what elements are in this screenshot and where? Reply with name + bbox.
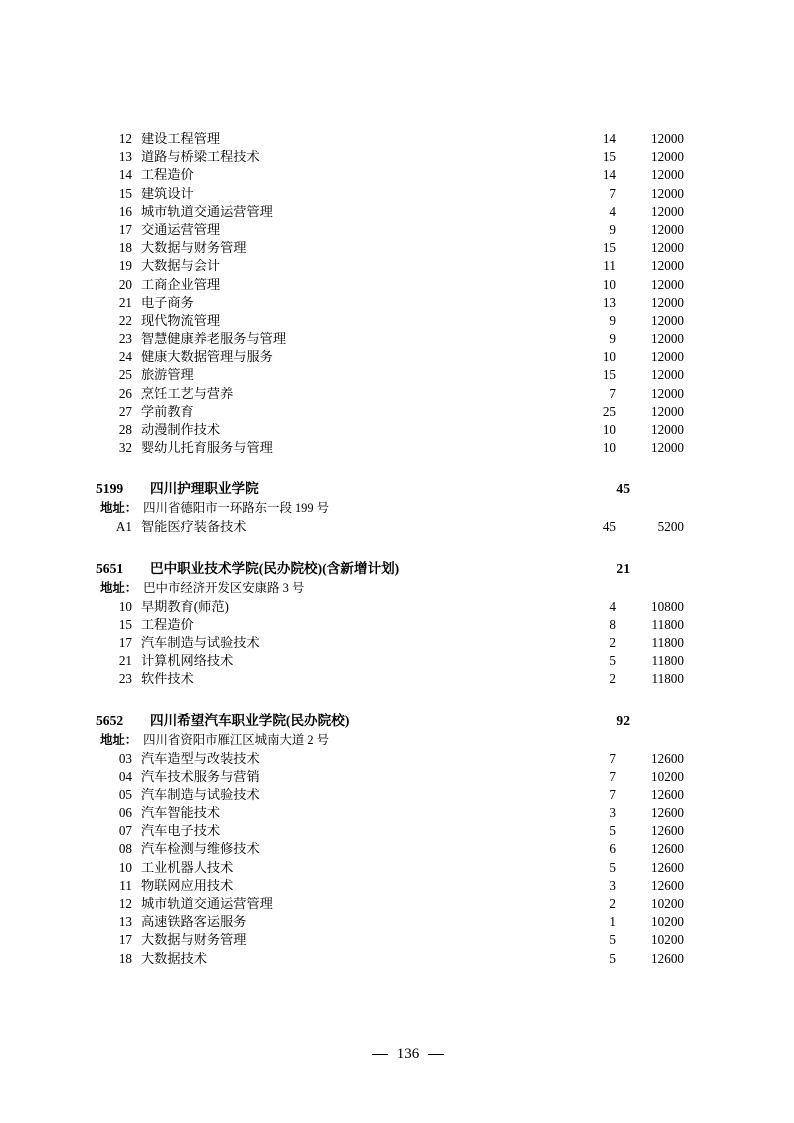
program-name: 汽车造型与改装技术 [141, 750, 260, 766]
program-tuition-fee: 12000 [651, 167, 684, 183]
school-address-text: 四川省资阳市雁江区城南大道 2 号 [143, 732, 330, 747]
program-code: 10 [118, 859, 132, 875]
program-code: 16 [118, 203, 132, 219]
program-plan-count: 5 [609, 823, 616, 839]
program-tuition-fee: 12000 [651, 185, 684, 201]
program-code: 27 [118, 403, 132, 419]
program-code: 28 [118, 422, 132, 437]
program-name: 大数据技术 [141, 950, 207, 966]
school-plan-total: 21 [616, 560, 630, 576]
program-tuition-fee: 12600 [651, 950, 684, 966]
school-name: 四川护理职业学院 [150, 481, 259, 497]
program-name: 城市轨道交通运营管理 [141, 203, 273, 219]
school-plan-total: 45 [616, 481, 630, 497]
program-row [96, 652, 698, 670]
program-tuition-fee: 12000 [651, 221, 684, 237]
program-row [96, 439, 698, 457]
program-name: 大数据与会计 [141, 258, 221, 274]
program-tuition-fee: 12000 [651, 422, 684, 437]
program-plan-count: 3 [609, 805, 616, 821]
school-plan-total: 92 [616, 712, 630, 728]
program-tuition-fee: 12000 [651, 331, 684, 347]
program-tuition-fee: 12600 [651, 805, 684, 821]
program-plan-count: 5 [609, 653, 616, 669]
program-plan-count: 1 [609, 914, 616, 930]
program-plan-count: 2 [609, 896, 616, 911]
program-tuition-fee: 12000 [651, 294, 684, 310]
program-code: 20 [118, 276, 132, 292]
program-tuition-fee: 12000 [651, 385, 684, 401]
continued-program-list [96, 130, 698, 457]
program-row [96, 312, 698, 330]
program-name: 道路与桥梁工程技术 [141, 149, 260, 165]
dash-right-icon [428, 1054, 444, 1055]
program-row [96, 148, 698, 166]
program-plan-count: 10 [602, 440, 616, 456]
program-plan-count: 15 [602, 240, 616, 256]
page-footer [0, 1042, 794, 1063]
program-code: 17 [118, 634, 132, 650]
program-row [96, 804, 698, 822]
school-section [96, 479, 698, 536]
program-code: 03 [118, 750, 132, 766]
program-row [96, 185, 698, 203]
program-plan-count: 25 [602, 403, 616, 419]
program-row [96, 895, 698, 913]
program-plan-count: 13 [602, 294, 616, 310]
program-row [96, 421, 698, 439]
program-row [96, 750, 698, 768]
program-name: 计算机网络技术 [141, 653, 234, 669]
program-plan-count: 14 [602, 131, 616, 146]
program-name: 城市轨道交通运营管理 [141, 896, 273, 911]
program-code: 23 [118, 671, 132, 687]
program-plan-count: 8 [609, 616, 616, 632]
program-name: 健康大数据管理与服务 [141, 349, 273, 365]
program-tuition-fee: 10200 [651, 914, 684, 930]
program-code: 04 [118, 768, 132, 784]
program-code: 24 [118, 349, 132, 365]
program-code: 17 [118, 932, 132, 948]
program-name: 汽车技术服务与营销 [141, 768, 260, 784]
program-code: 19 [118, 258, 132, 274]
program-plan-count: 4 [609, 598, 616, 614]
program-plan-count: 15 [602, 149, 616, 165]
school-address-label: 地址： [100, 732, 138, 747]
program-tuition-fee: 12000 [651, 258, 684, 274]
program-tuition-fee: 12600 [651, 823, 684, 839]
program-row [96, 931, 698, 949]
program-code: 22 [118, 312, 132, 328]
program-row [96, 166, 698, 184]
school-address [96, 731, 698, 750]
program-tuition-fee: 12600 [651, 841, 684, 857]
program-tuition-fee: 12000 [651, 367, 684, 383]
program-name: 高速铁路客运服务 [141, 914, 247, 930]
program-row [96, 366, 698, 384]
program-code: 32 [118, 440, 132, 456]
program-row [96, 239, 698, 257]
program-plan-count: 5 [609, 932, 616, 948]
program-name: 汽车检测与维修技术 [141, 841, 260, 857]
program-name: 工程造价 [141, 616, 194, 632]
program-plan-count: 7 [609, 786, 616, 802]
program-row [96, 276, 698, 294]
school-name: 巴中职业技术学院(民办院校)(含新增计划) [150, 560, 400, 576]
program-row [96, 294, 698, 312]
program-name: 电子商务 [141, 294, 194, 310]
program-tuition-fee: 10200 [651, 896, 684, 911]
program-row [96, 913, 698, 931]
school-header [96, 559, 698, 579]
program-name: 婴幼儿托育服务与管理 [141, 440, 273, 456]
program-code: 21 [118, 294, 132, 310]
program-name: 早期教育(师范) [141, 598, 229, 614]
program-code: 06 [118, 805, 132, 821]
school-sections [96, 479, 698, 967]
school-address-text: 巴中市经济开发区安康路 3 号 [143, 580, 305, 595]
program-plan-count: 6 [609, 841, 616, 857]
school-header [96, 479, 698, 499]
program-code: 08 [118, 841, 132, 857]
program-code: 17 [118, 221, 132, 237]
program-code: 26 [118, 385, 132, 401]
program-row [96, 634, 698, 652]
program-tuition-fee: 12000 [651, 203, 684, 219]
program-tuition-fee: 12000 [651, 131, 684, 146]
program-plan-count: 10 [602, 276, 616, 292]
program-code: 23 [118, 331, 132, 347]
program-plan-count: 10 [602, 422, 616, 437]
school-section [96, 559, 698, 689]
program-tuition-fee: 11800 [651, 616, 684, 632]
program-name: 汽车智能技术 [141, 805, 221, 821]
program-code: 05 [118, 786, 132, 802]
program-code: 13 [118, 914, 132, 930]
program-code: 21 [118, 653, 132, 669]
program-tuition-fee: 10200 [651, 768, 684, 784]
program-name: 汽车制造与试验技术 [141, 786, 260, 802]
program-name: 学前教育 [141, 403, 194, 419]
school-code: 5652 [96, 712, 124, 728]
program-code: A1 [115, 519, 132, 535]
program-tuition-fee: 12000 [651, 349, 684, 365]
program-code: 14 [118, 167, 132, 183]
program-plan-count: 5 [609, 859, 616, 875]
program-row [96, 877, 698, 895]
program-tuition-fee: 10200 [651, 932, 684, 948]
program-code: 25 [118, 367, 132, 383]
program-tuition-fee: 12000 [651, 312, 684, 328]
program-tuition-fee: 12000 [651, 403, 684, 419]
program-plan-count: 3 [609, 877, 616, 893]
program-row [96, 203, 698, 221]
program-name: 建筑设计 [141, 185, 194, 201]
program-plan-count: 7 [609, 768, 616, 784]
program-code: 15 [118, 185, 132, 201]
school-address [96, 579, 698, 598]
program-row [96, 598, 698, 616]
program-name: 大数据与财务管理 [141, 240, 247, 256]
program-name: 建设工程管理 [141, 131, 221, 146]
program-plan-count: 7 [609, 385, 616, 401]
program-name: 旅游管理 [141, 367, 194, 383]
program-code: 12 [118, 896, 132, 911]
program-row [96, 130, 698, 148]
program-row [96, 518, 698, 536]
program-plan-count: 2 [609, 671, 616, 687]
program-code: 13 [118, 149, 132, 165]
page-number [350, 1046, 445, 1063]
program-row [96, 330, 698, 348]
program-name: 汽车电子技术 [141, 823, 221, 839]
program-tuition-fee: 12000 [651, 149, 684, 165]
program-row [96, 786, 698, 804]
program-name: 交通运营管理 [141, 221, 221, 237]
program-row [96, 859, 698, 877]
school-code: 5199 [96, 481, 124, 497]
program-row [96, 768, 698, 786]
program-row [96, 221, 698, 239]
program-name: 现代物流管理 [141, 312, 221, 328]
program-row [96, 348, 698, 366]
program-tuition-fee: 11800 [651, 634, 684, 650]
program-row [96, 257, 698, 275]
program-plan-count: 9 [609, 312, 616, 328]
program-plan-count: 7 [609, 750, 616, 766]
program-name: 智能医疗装备技术 [141, 519, 247, 535]
program-tuition-fee: 12000 [651, 440, 684, 456]
program-code: 18 [118, 240, 132, 256]
program-code: 10 [118, 598, 132, 614]
program-name: 智慧健康养老服务与管理 [141, 331, 287, 347]
program-name: 工程造价 [141, 167, 194, 183]
program-tuition-fee: 11800 [651, 671, 684, 687]
program-tuition-fee: 10800 [651, 598, 684, 614]
program-plan-count: 5 [609, 950, 616, 966]
program-plan-count: 4 [609, 203, 616, 219]
program-name: 物联网应用技术 [141, 877, 234, 893]
program-name: 工业机器人技术 [141, 859, 234, 875]
program-row [96, 403, 698, 421]
program-plan-count: 14 [602, 167, 616, 183]
school-section [96, 711, 698, 968]
program-code: 11 [119, 877, 132, 893]
school-header [96, 711, 698, 731]
program-name: 工商企业管理 [141, 276, 221, 292]
program-tuition-fee: 12600 [651, 877, 684, 893]
school-address-label: 地址： [100, 501, 138, 516]
program-name: 汽车制造与试验技术 [141, 634, 260, 650]
program-tuition-fee: 12000 [651, 240, 684, 256]
program-code: 15 [118, 616, 132, 632]
program-plan-count: 2 [609, 634, 616, 650]
program-tuition-fee: 12600 [651, 859, 684, 875]
program-row [96, 822, 698, 840]
dash-left-icon [372, 1054, 388, 1055]
school-name: 四川希望汽车职业学院(民办院校) [150, 712, 350, 728]
school-address [96, 499, 698, 518]
program-plan-count: 15 [602, 367, 616, 383]
program-code: 12 [118, 131, 132, 146]
program-plan-count: 11 [603, 258, 616, 274]
program-code: 07 [118, 823, 132, 839]
program-tuition-fee: 12600 [651, 786, 684, 802]
program-row [96, 950, 698, 968]
program-tuition-fee: 11800 [651, 653, 684, 669]
program-plan-count: 45 [602, 519, 616, 535]
program-tuition-fee: 12600 [651, 750, 684, 766]
program-plan-count: 10 [602, 349, 616, 365]
program-name: 大数据与财务管理 [141, 932, 247, 948]
program-tuition-fee: 12000 [651, 276, 684, 292]
program-row [96, 616, 698, 634]
program-plan-count: 7 [609, 185, 616, 201]
program-name: 烹饪工艺与营养 [141, 385, 234, 401]
program-code: 18 [118, 950, 132, 966]
school-address-text: 四川省德阳市一环路东一段 199 号 [143, 501, 330, 516]
school-address-label: 地址： [100, 580, 138, 595]
program-tuition-fee: 5200 [657, 519, 684, 535]
program-name: 动漫制作技术 [141, 422, 221, 437]
program-row [96, 670, 698, 688]
program-plan-count: 9 [609, 221, 616, 237]
page-number-value: 136 [396, 1046, 420, 1062]
school-code: 5651 [96, 560, 124, 576]
program-name: 软件技术 [141, 671, 194, 687]
program-plan-count: 9 [609, 331, 616, 347]
program-row [96, 385, 698, 403]
program-row [96, 840, 698, 858]
